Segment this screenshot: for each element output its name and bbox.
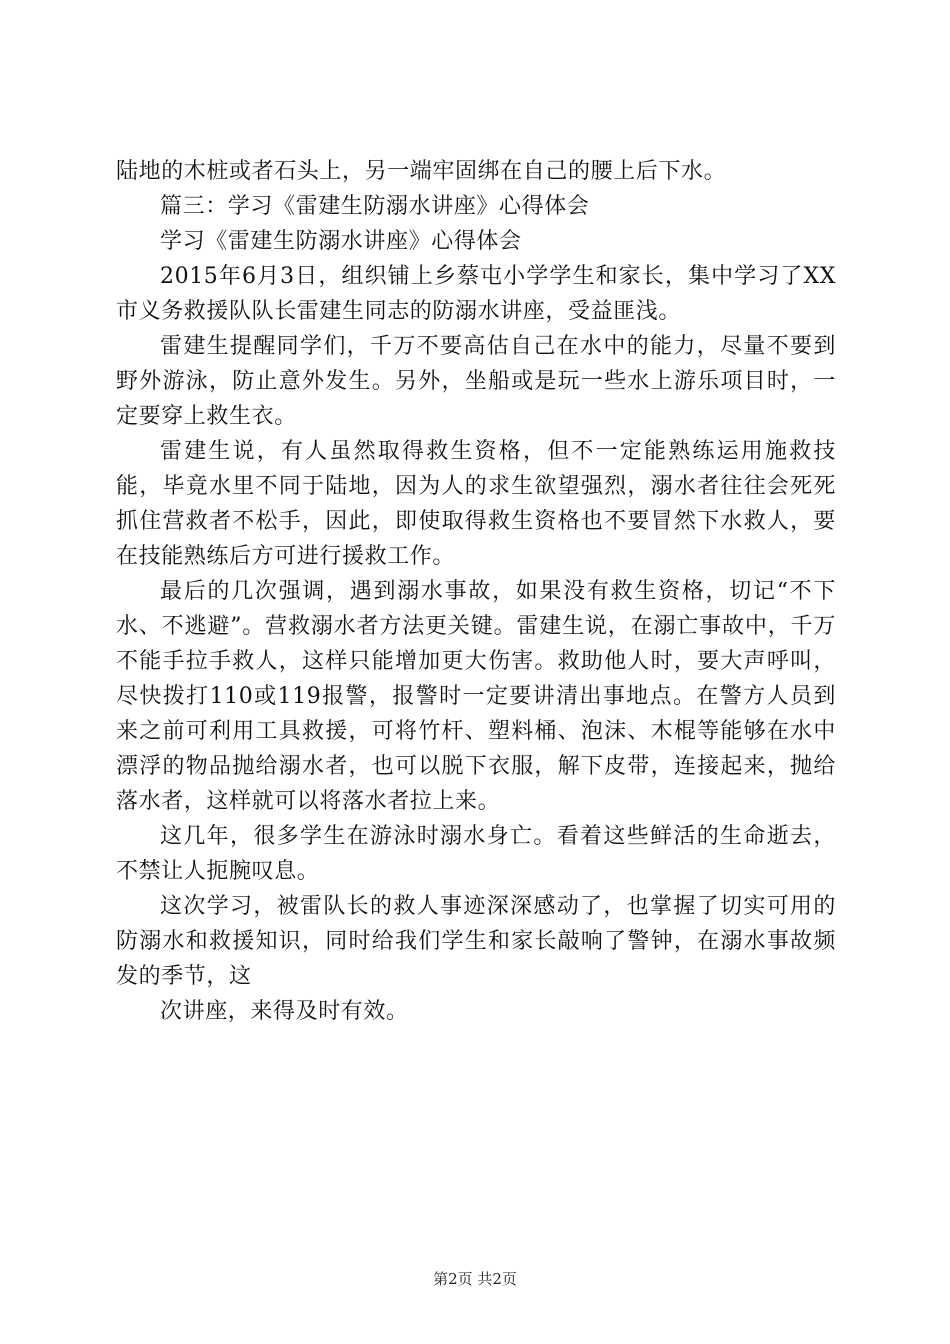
paragraph: 这几年，很多学生在游泳时溺水身亡。看着这些鲜活的生命逝去，不禁让人扼腕叹息。	[116, 824, 836, 884]
paragraph-tail: 次讲座，来得及时有效。	[160, 999, 409, 1024]
paragraph: 雷建生说，有人虽然取得救生资格，但不一定能熟练运用施救技能，毕竟水里不同于陆地，因为人的求生欲望强烈，溺水者往往会死死抓住营救者不松手，因此，即使取得救生资格也不要冒然下水救人，要在技能熟练后方可进行援救工作。	[116, 439, 836, 569]
paragraph: 最后的几次强调，遇到溺水事故，如果没有救生资格，切记“不下水、不逃避”。营救溺水者方法更关键。雷建生说，在溺亡事故中，千万不能手拉手救人，这样只能增加更大伤害。救助他人时，要大声呼叫，尽快拨打110或119报警，报警时一定要讲清出事地点。在警方人员到来之前可利用工具救援，可将竹杆、塑料桶、泡沫、木棍等能够在水中漂浮的物品抛给溺水者，也可以脱下衣服，解下皮带，连接起来，抛给落水者，这样就可以将落水者拉上来。	[116, 579, 836, 814]
page-footer: 第2页 共2页	[433, 1270, 517, 1288]
section-heading: 篇三：学习《雷建生防溺水讲座》心得体会	[160, 194, 590, 219]
paragraph-continuation: 陆地的木桩或者石头上，另一端牢固绑在自己的腰上后下水。	[116, 159, 727, 184]
paragraph: 2015年6月3日，组织铺上乡蔡屯小学学生和家长，集中学习了XX市义务救援队队长雷建生同志的防溺水讲座，受益匪浅。	[116, 264, 836, 324]
article-title: 学习《雷建生防溺水讲座》心得体会	[160, 229, 522, 254]
document-body	[116, 154, 836, 1029]
paragraph: 这次学习，被雷队长的救人事迹深深感动了，也掌握了切实可用的防溺水和救援知识，同时给我们学生和家长敲响了警钟，在溺水事故频发的季节，这	[116, 894, 836, 989]
paragraph: 雷建生提醒同学们，千万不要高估自己在水中的能力，尽量不要到野外游泳，防止意外发生。另外，坐船或是玩一些水上游乐项目时，一定要穿上救生衣。	[116, 334, 836, 429]
